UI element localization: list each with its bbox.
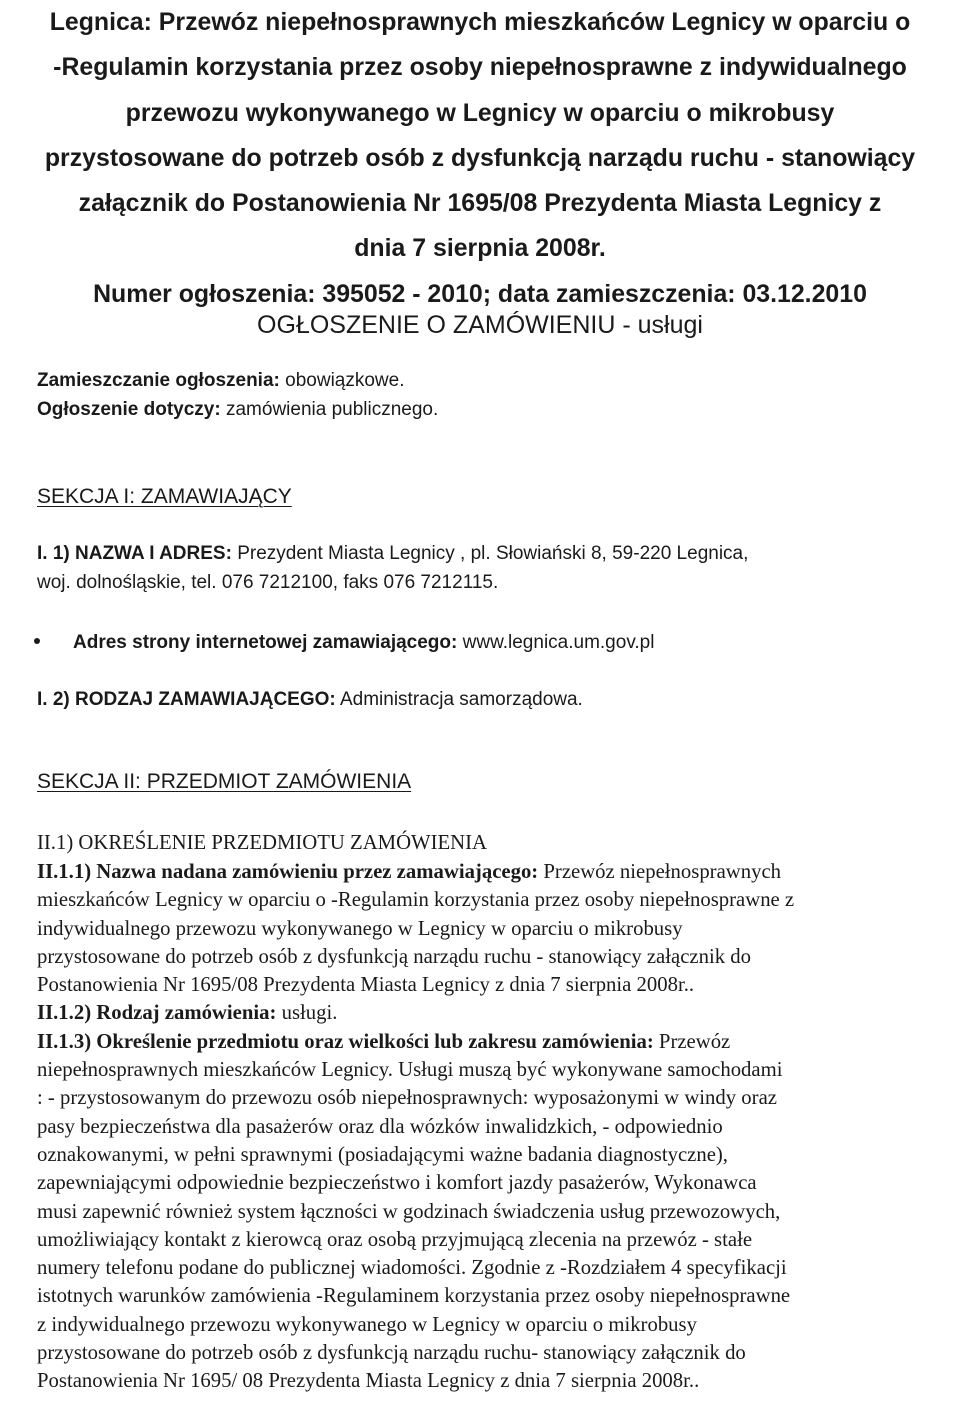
item-1-1-label: II.1.1) Nazwa nadana zamówieniu przez zamawiającego: (37, 861, 539, 883)
item-1-1-first-line (37, 858, 960, 886)
item-1-3-line: niepełnosprawnych mieszkańców Legnicy. Usługi muszą być wykonywane samochodami (37, 1059, 783, 1082)
notice-type: OGŁOSZENIE O ZAMÓWIENIU - usługi (257, 311, 703, 339)
subject-subheading (37, 829, 960, 857)
concerns-value: zamówienia publicznego. (225, 399, 439, 420)
item-1-1-block (37, 858, 960, 1396)
placement-label: Zamieszczanie ogłoszenia: (37, 370, 280, 391)
concerns-label: Ogłoszenie dotyczy: (37, 399, 221, 420)
item-1-1-line: przystosowane do potrzeb osób z dysfunkcją narządu ruchu - stanowiący załącznik do (37, 945, 751, 968)
item-1-3-line: oznakowanymi, w pełni sprawnymi (posiadającymi ważne badania diagnostyczne), (37, 1143, 728, 1166)
item-1-3-line: pasy bezpieczeństwa dla pasażerów oraz dla wózków inwalidzkich, - odpowiednio (37, 1115, 723, 1138)
name-address-value: Prezydent Miasta Legnicy , pl. Słowiański 8, 59-220 Legnica, (237, 543, 749, 564)
item-1-3-value: Przewóz (658, 1030, 731, 1053)
item-1-2-value: usługi. (281, 1002, 338, 1025)
bullet-icon (34, 638, 40, 644)
item-1-1-line: Postanowienia Nr 1695/08 Prezydenta Miasta Legnicy z dnia 7 sierpnia 2008r.. (37, 974, 695, 997)
contracting-type-row (37, 687, 583, 713)
item-1-3-line: Postanowienia Nr 1695/ 08 Prezydenta Miasta Legnicy z dnia 7 sierpnia 2008r.. (37, 1370, 700, 1393)
website-label: Adres strony internetowej zamawiającego: (73, 632, 458, 653)
title-line: dnia 7 sierpnia 2008r. (354, 234, 606, 263)
contracting-type-value: Administracja samorządowa. (339, 689, 583, 710)
item-1-3-line: : - przystosowanym do przewozu osób niepełnosprawnych: wyposażonymi w windy oraz (37, 1087, 777, 1110)
item-1-3-line: umożliwiający kontakt z kierowcą oraz osobą przyjmującą zlecenia na przewóz - stałe (37, 1228, 753, 1251)
concerns-row (37, 397, 438, 423)
item-1-3-line: przystosowane do potrzeb osób z dysfunkcją narządu ruchu- stanowiący załącznik do (37, 1342, 746, 1365)
title-line: załącznik do Postanowienia Nr 1695/08 Prezydenta Miasta Legnicy z (78, 189, 882, 218)
item-1-3-label: II.1.3) Określenie przedmiotu oraz wielkości lub zakresu zamówienia: (37, 1030, 654, 1053)
title-line: przystosowane do potrzeb osób z dysfunkcją narządu ruchu - stanowiący (44, 143, 916, 172)
item-1-3-line: zapewniającymi odpowiednie bezpieczeństwo i komfort jazdy pasażerów, Wykonawca (37, 1172, 757, 1195)
title-line: Legnica: Przewóz niepełnosprawnych mieszkańców Legnicy w oparciu o (49, 8, 911, 36)
placement-value: obowiązkowe. (285, 370, 405, 391)
item-1-1-value: Przewóz niepełnosprawnych (543, 861, 782, 883)
item-1-2-label: II.1.2) Rodzaj zamówienia: (37, 1002, 277, 1025)
name-address-continuation: woj. dolnośląskie, tel. 076 7212100, faks 076 7212115. (37, 572, 499, 593)
section-1-heading: SEKCJA I: ZAMAWIAJĄCY (37, 485, 292, 508)
notice-title (0, 0, 960, 317)
title-line: -Regulamin korzystania przez osoby niepełnosprawne z indywidualnego (53, 53, 907, 82)
item-1-3-line: numery telefonu podane do publicznej wiadomości. Zgodnie z -Rozdziałem 4 specyfikacji (37, 1257, 787, 1280)
item-1-3-first-line (37, 1028, 960, 1056)
subject-subheading-text: II.1) OKREŚLENIE PRZEDMIOTU ZAMÓWIENIA (37, 832, 487, 854)
name-address-label: I. 1) NAZWA I ADRES: (37, 543, 232, 564)
title-line: przewozu wykonywanego w Legnicy w oparciu o mikrobusy (125, 98, 835, 127)
item-1-3-line: musi zapewnić również system łączności w godzinach świadczenia usług przewozowych, (37, 1200, 781, 1223)
item-1-2-line (37, 999, 960, 1027)
placement-row (37, 368, 404, 394)
notice-number-line: Numer ogłoszenia: 395052 - 2010; data zamieszczenia: 03.12.2010 (93, 279, 867, 308)
section-2-heading: SEKCJA II: PRZEDMIOT ZAMÓWIENIA (37, 770, 412, 793)
item-1-1-line: mieszkańców Legnicy w oparciu o -Regulamin korzystania przez osoby niepełnosprawne z (37, 889, 795, 912)
website-row (34, 630, 654, 656)
item-1-3-line: istotnych warunków zamówienia -Regulaminem korzystania przez osoby niepełnosprawne (37, 1285, 791, 1308)
name-address-row (37, 541, 748, 567)
item-1-1-line: indywidualnego przewozu wykonywanego w Legnicy w oparciu o mikrobusy (37, 917, 683, 940)
item-1-3-line: z indywidualnego przewozu wykonywanego w Legnicy w oparciu o mikrobusy (37, 1313, 697, 1336)
website-link[interactable]: www.legnica.um.gov.pl (462, 632, 655, 653)
contracting-type-label: I. 2) RODZAJ ZAMAWIAJĄCEGO: (37, 689, 336, 710)
